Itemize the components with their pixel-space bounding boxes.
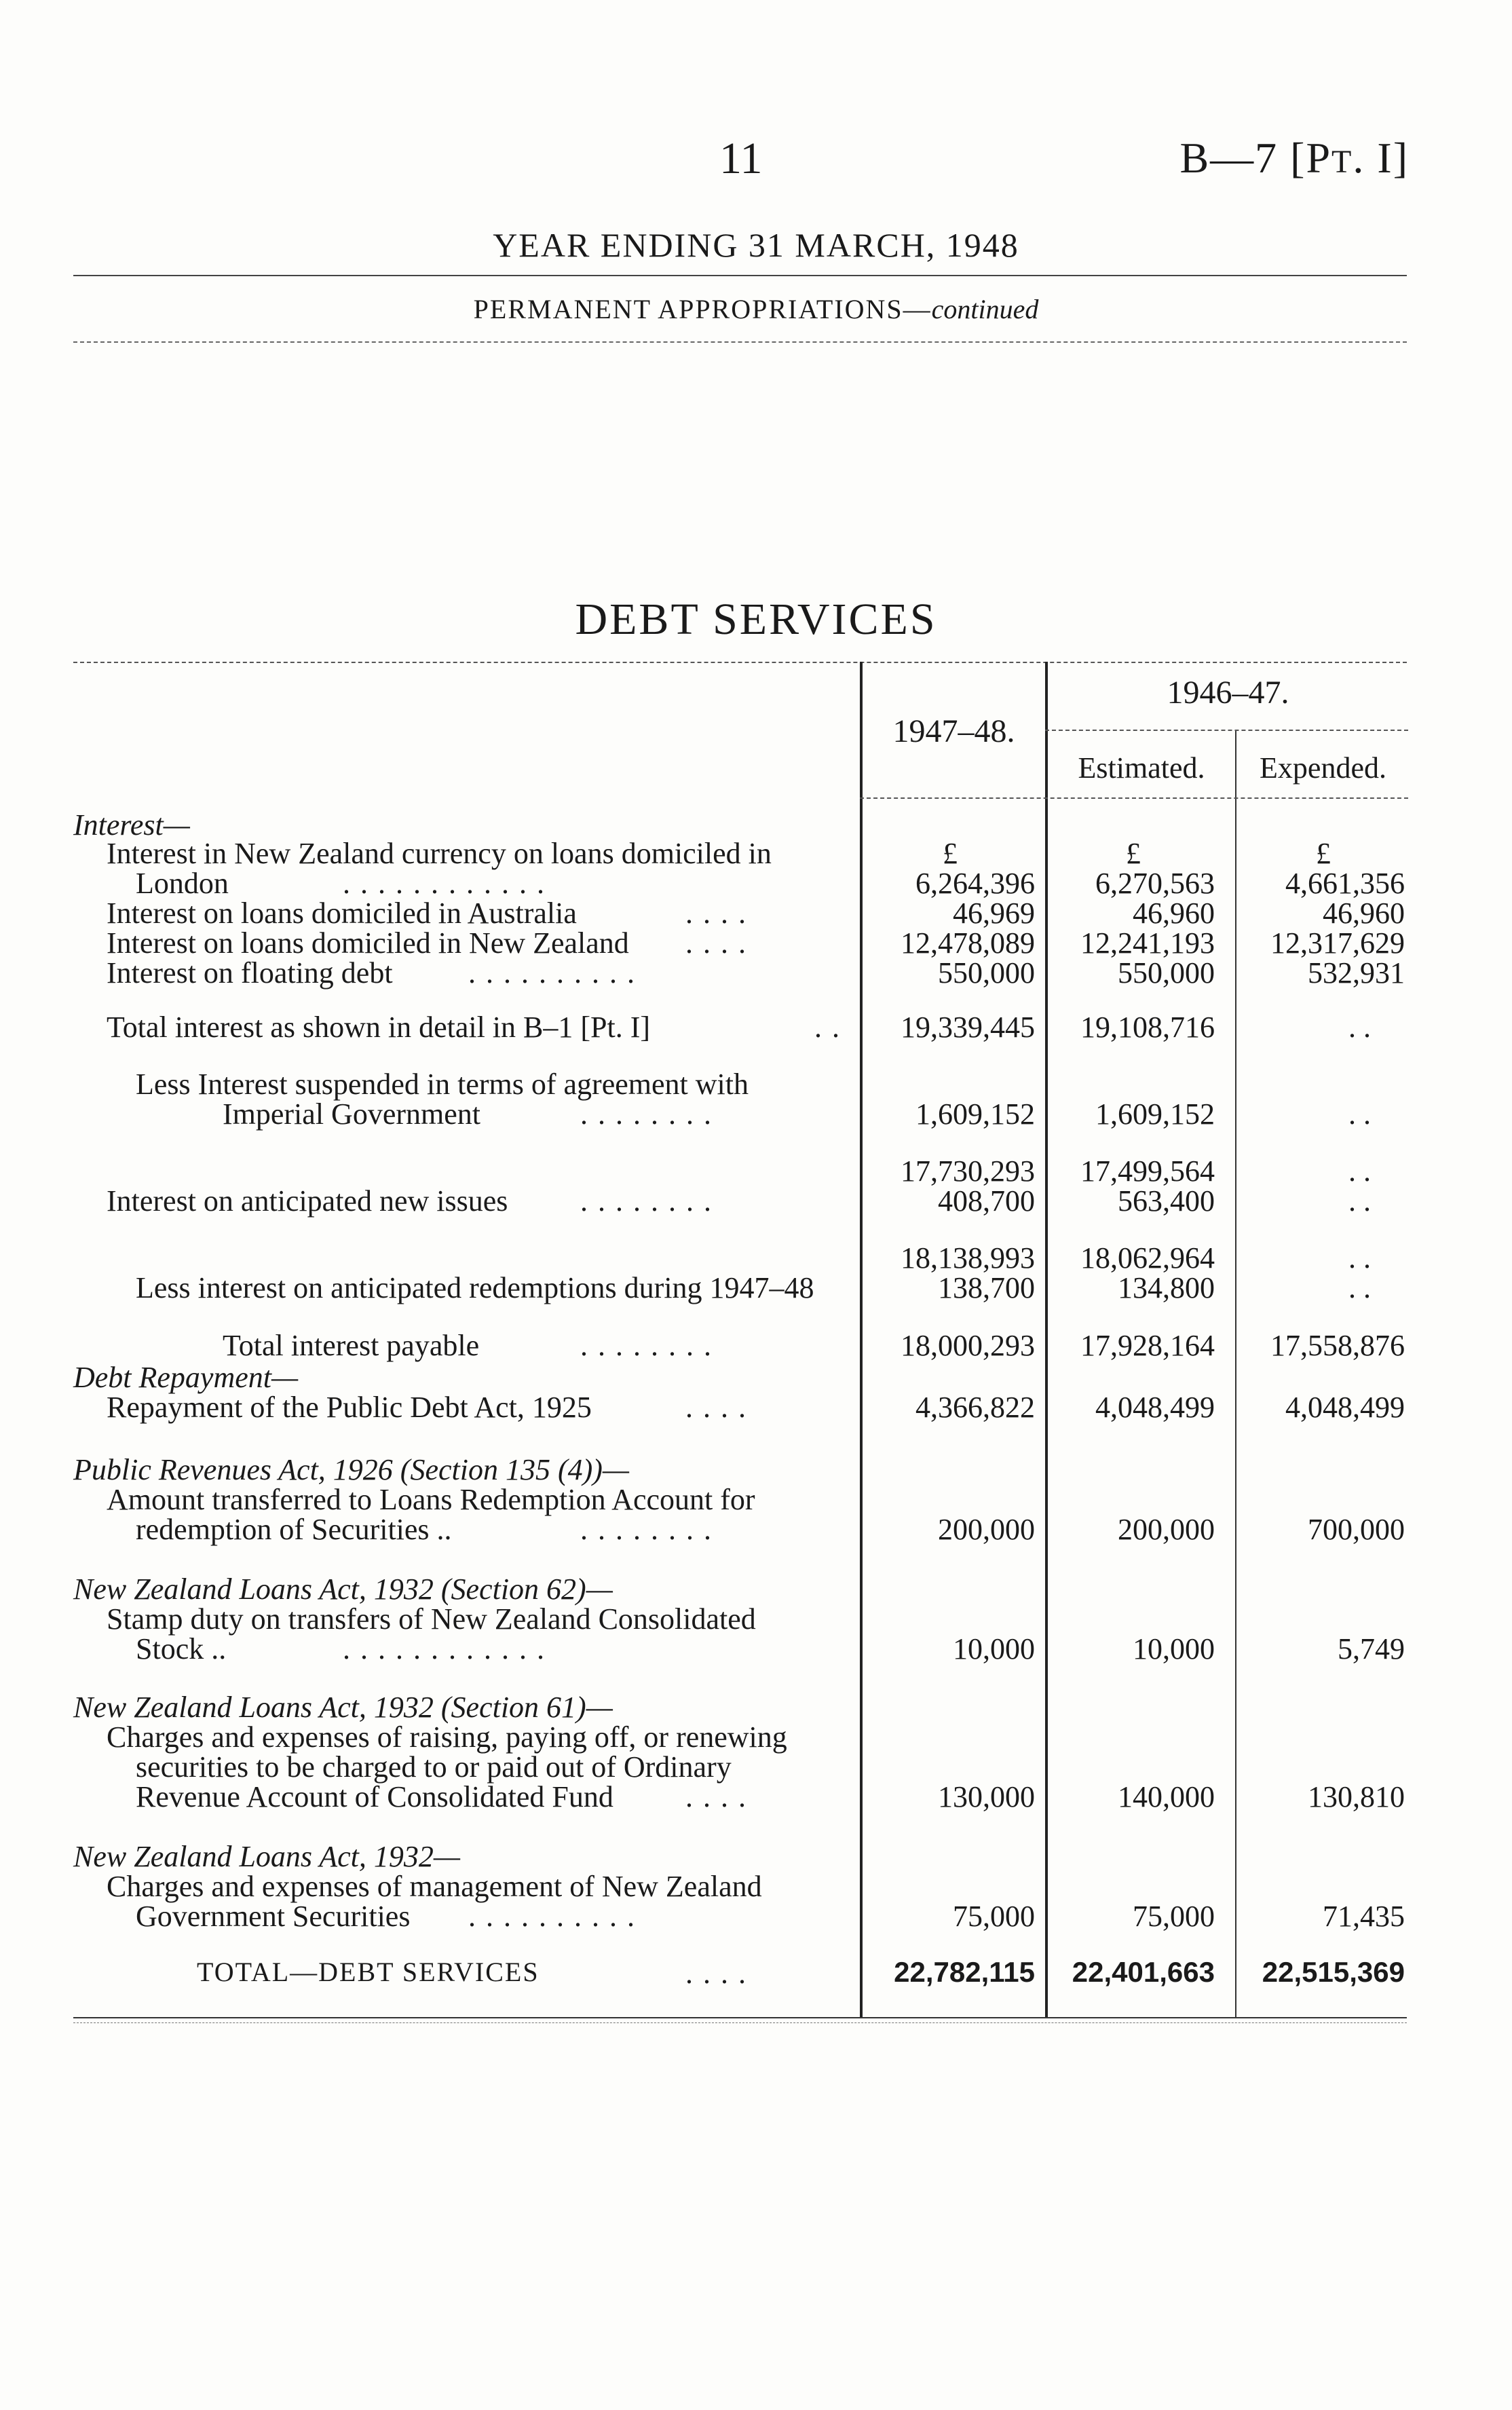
reference-prefix: B—7 [P	[1179, 134, 1332, 182]
grand-total-label: TOTAL—DEBT SERVICES	[197, 1957, 540, 1987]
cell-estimated: 6,270,563	[1095, 867, 1215, 900]
row-label: Less interest on anticipated redemptions during 1947–48	[136, 1271, 814, 1304]
table-bottom-rule-dashed	[73, 2022, 1407, 2023]
cell-estimated: 1,609,152	[1095, 1097, 1215, 1131]
row-label: Interest on floating debt	[107, 956, 393, 990]
row-label: Imperial Government	[223, 1097, 480, 1131]
cell-estimated: 17,499,564	[1080, 1154, 1215, 1188]
cell-expended: 71,435	[1323, 1900, 1405, 1933]
cell-1947-48: 200,000	[938, 1513, 1035, 1546]
cell-estimated: 563,400	[1118, 1184, 1215, 1218]
subheader-rule	[1045, 730, 1408, 731]
row-label: Less Interest suspended in terms of agreement with	[136, 1068, 749, 1101]
continued-label: continued	[931, 294, 1039, 324]
cell-1947-48: 130,000	[938, 1780, 1035, 1813]
cell-1947-48: 550,000	[938, 956, 1035, 990]
cell-expended: 700,000	[1308, 1513, 1405, 1546]
cell-1947-48: 4,366,822	[915, 1391, 1035, 1424]
row-label: Charges and expenses of raising, paying off, or renewing	[107, 1720, 787, 1754]
cell-estimated: 17,928,164	[1080, 1329, 1215, 1362]
table-top-rule	[73, 662, 1407, 663]
cell-expended: 17,558,876	[1270, 1329, 1405, 1362]
row-label: Total interest payable	[223, 1329, 480, 1362]
year-heading: YEAR ENDING 31 MARCH, 1948	[493, 226, 1019, 264]
cell-1947-48: 1,609,152	[915, 1097, 1035, 1131]
row-label: redemption of Securities ..	[136, 1513, 452, 1546]
row-label: Total interest as shown in detail in B–1 [Pt. I]	[107, 1011, 651, 1044]
leader-dots: . . . . . . . .	[580, 1184, 713, 1218]
column-header-1946-47: 1946–47.	[1167, 675, 1289, 711]
page-title: DEBT SERVICES	[575, 595, 937, 644]
total-expended: 22,515,369	[1262, 1956, 1405, 1988]
cell-1947-48: 10,000	[953, 1632, 1035, 1665]
cell-expended: . .	[1348, 1011, 1371, 1044]
cell-estimated: 550,000	[1118, 956, 1215, 990]
leader-dots: . . . .	[685, 1780, 747, 1813]
document-reference	[1179, 133, 1409, 183]
column-header-expended: Expended.	[1260, 751, 1386, 785]
cell-1947-48: 75,000	[953, 1900, 1035, 1933]
cell-expended: . .	[1348, 1154, 1371, 1188]
cell-estimated: 140,000	[1118, 1780, 1215, 1813]
row-label: Interest on loans domiciled in Australia	[107, 897, 577, 930]
row-label: Government Securities	[136, 1900, 411, 1933]
cell-1947-48: 138,700	[938, 1271, 1035, 1304]
leader-dots: . . . . . . . .	[580, 1097, 713, 1131]
cell-expended: 130,810	[1308, 1780, 1405, 1813]
reference-small: T	[1331, 144, 1353, 180]
row-label: Charges and expenses of management of New Zealand	[107, 1870, 762, 1903]
column-divider	[1045, 662, 1048, 2018]
section-heading: Debt Repayment—	[73, 1361, 299, 1394]
cell-expended: . .	[1348, 1184, 1371, 1218]
cell-1947-48: 6,264,396	[915, 867, 1035, 900]
cell-expended: 4,661,356	[1285, 867, 1405, 900]
appropriations-label: PERMANENT APPROPRIATIONS—	[473, 294, 932, 324]
row-label: Revenue Account of Consolidated Fund	[136, 1780, 613, 1813]
table-bottom-rule	[73, 2017, 1407, 2018]
row-label: Interest on anticipated new issues	[107, 1184, 508, 1218]
section-heading: New Zealand Loans Act, 1932—	[73, 1840, 461, 1873]
row-label: Interest on loans domiciled in New Zealand	[107, 926, 629, 960]
cell-expended: 12,317,629	[1270, 926, 1405, 960]
appropriations-heading	[0, 293, 1512, 325]
column-divider	[860, 662, 863, 2018]
column-header-rule	[860, 797, 1408, 799]
leader-dots: . . . . . . . . . . . .	[343, 1632, 546, 1665]
cell-estimated: 75,000	[1133, 1900, 1215, 1933]
cell-expended: . .	[1348, 1271, 1371, 1304]
row-label: Amount transferred to Loans Redemption Account for	[107, 1483, 755, 1516]
cell-estimated: 134,800	[1118, 1271, 1215, 1304]
row-label: Interest in New Zealand currency on loans domiciled in	[107, 837, 772, 870]
cell-estimated: 200,000	[1118, 1513, 1215, 1546]
section-heading: Public Revenues Act, 1926 (Section 135 (4))—	[73, 1453, 630, 1486]
leader-dots: . . . .	[685, 926, 747, 960]
header-rule	[73, 275, 1407, 276]
leader-dots: . . . .	[685, 1957, 747, 1990]
cell-expended: 4,048,499	[1285, 1391, 1405, 1424]
row-label: Stamp duty on transfers of New Zealand Consolidated	[107, 1602, 756, 1636]
cell-1947-48: 18,000,293	[901, 1329, 1035, 1362]
leader-dots: . . . . . . . .	[580, 1329, 713, 1362]
column-header-1947-48: 1947–48.	[892, 713, 1015, 749]
cell-estimated: 12,241,193	[1080, 926, 1215, 960]
header-rule-dashed	[73, 341, 1407, 343]
cell-1947-48: 18,138,993	[901, 1241, 1035, 1275]
leader-dots: . . . . . . . . . .	[468, 956, 636, 990]
cell-1947-48: 12,478,089	[901, 926, 1035, 960]
cell-expended: . .	[1348, 1097, 1371, 1131]
page-number: 11	[719, 134, 763, 183]
cell-estimated: 4,048,499	[1095, 1391, 1215, 1424]
cell-1947-48: 19,339,445	[901, 1011, 1035, 1044]
cell-1947-48: 17,730,293	[901, 1154, 1035, 1188]
row-label: securities to be charged to or paid out of Ordinary	[136, 1750, 732, 1784]
currency-symbol: £	[943, 837, 958, 870]
section-heading: New Zealand Loans Act, 1932 (Section 61)—	[73, 1691, 613, 1724]
cell-1947-48: 408,700	[938, 1184, 1035, 1218]
cell-expended: 5,749	[1338, 1632, 1405, 1665]
column-divider	[1235, 730, 1236, 2018]
reference-suffix: . I]	[1353, 134, 1409, 182]
cell-expended: 46,960	[1323, 897, 1405, 930]
section-heading: New Zealand Loans Act, 1932 (Section 62)—	[73, 1573, 613, 1606]
cell-estimated: 46,960	[1133, 897, 1215, 930]
cell-estimated: 10,000	[1133, 1632, 1215, 1665]
row-label: London	[136, 867, 229, 900]
cell-expended: . .	[1348, 1241, 1371, 1275]
cell-estimated: 19,108,716	[1080, 1011, 1215, 1044]
cell-estimated: 18,062,964	[1080, 1241, 1215, 1275]
row-label: Repayment of the Public Debt Act, 1925	[107, 1391, 592, 1424]
leader-dots: . . . . . . . .	[580, 1513, 713, 1546]
row-label: Stock ..	[136, 1632, 227, 1665]
cell-1947-48: 46,969	[953, 897, 1035, 930]
leader-dots: . .	[814, 1011, 841, 1044]
interest-heading: Interest—	[73, 808, 190, 842]
leader-dots: . . . . . . . . . . . .	[343, 867, 546, 900]
cell-expended: 532,931	[1308, 956, 1405, 990]
total-1947-48: 22,782,115	[894, 1956, 1035, 1988]
column-header-estimated: Estimated.	[1078, 751, 1205, 785]
currency-symbol: £	[1126, 837, 1141, 870]
leader-dots: . . . .	[685, 1391, 747, 1424]
leader-dots: . . . .	[685, 897, 747, 930]
currency-symbol: £	[1316, 837, 1331, 870]
total-estimated: 22,401,663	[1072, 1956, 1215, 1988]
leader-dots: . . . . . . . . . .	[468, 1900, 636, 1933]
